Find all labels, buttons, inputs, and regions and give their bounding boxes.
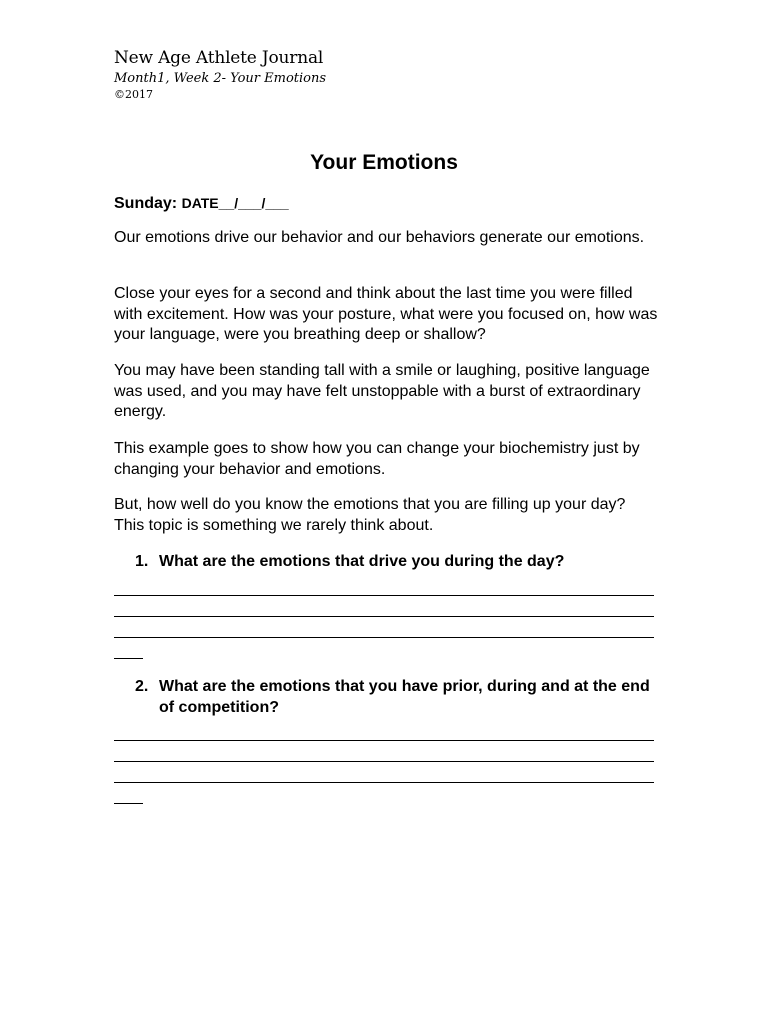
- answer-line[interactable]: [114, 783, 143, 804]
- question-1: [135, 552, 655, 573]
- page-title: Your Emotions: [310, 151, 458, 174]
- journal-title: New Age Athlete Journal: [114, 48, 324, 68]
- paragraph-biochemistry: This example goes to show how you can change your biochemistry just by changing your behavior and emotions.: [114, 440, 640, 478]
- copyright-notice: ©2017: [114, 88, 153, 101]
- paragraph-awareness: But, how well do you know the emotions that you are filling up your day? This topic is something we rarely think about.: [114, 496, 626, 534]
- question-2: [135, 677, 655, 718]
- answer-line[interactable]: [114, 741, 654, 762]
- day-label: Sunday:: [114, 195, 178, 212]
- answer-line[interactable]: [114, 575, 654, 596]
- paragraph-unstoppable: You may have been standing tall with a smile or laughing, positive language was used, and you may have felt unstoppable with a burst of extraordinary energy.: [114, 362, 650, 420]
- answer-area-1[interactable]: [114, 575, 654, 659]
- paragraph-excitement: Close your eyes for a second and think about the last time you were filled with excitement. How was your posture, what were you focused on, how was your language, were you breathing deep or shallow?: [114, 285, 658, 343]
- answer-line[interactable]: [114, 638, 143, 659]
- answer-line[interactable]: [114, 617, 654, 638]
- journal-header: [114, 46, 326, 102]
- question-text: What are the emotions that drive you during the day?: [159, 553, 565, 570]
- answer-area-2[interactable]: [114, 720, 654, 804]
- answer-line[interactable]: [114, 720, 654, 741]
- answer-line[interactable]: [114, 596, 654, 617]
- question-number: 2.: [135, 678, 149, 695]
- answer-line[interactable]: [114, 762, 654, 783]
- day-date-line: [114, 192, 289, 215]
- date-label: DATE__/___/___: [181, 195, 289, 211]
- question-number: 1.: [135, 553, 149, 570]
- question-text: What are the emotions that you have prior, during and at the end of competition?: [159, 678, 650, 716]
- paragraph-intro: Our emotions drive our behavior and our behaviors generate our emotions.: [114, 229, 645, 246]
- journal-subtitle: Month1, Week 2- Your Emotions: [114, 71, 327, 86]
